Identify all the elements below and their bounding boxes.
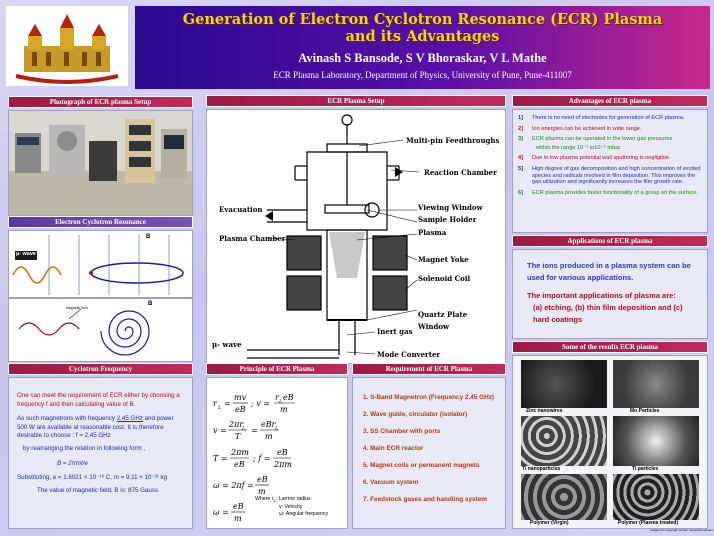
title-line-1: Generation of Electron Cyclotron Resonance (ECR) Plasma — [182, 11, 663, 28]
svg-text:r: r — [275, 393, 279, 402]
title-line-2: and its Advantages — [345, 28, 500, 45]
poster-header — [135, 6, 710, 89]
label-solenoid-coil: Solenoid Coil — [418, 274, 471, 283]
results-panel — [512, 355, 708, 529]
svg-text:eB: eB — [235, 405, 246, 414]
svg-text:v =: v = — [213, 426, 227, 435]
svg-text:2πm: 2πm — [231, 448, 249, 457]
advantage-3b-text: within the range 10⁻² to10⁻⁵ mbar. — [536, 144, 622, 151]
advantage-4-text: Due to low plasma potential wall sputtering is negligible. — [532, 155, 671, 162]
result-label-ti: Ti particles — [632, 466, 659, 472]
advantage-3b — [518, 145, 702, 152]
result-label-polymer-virgin: Polymer (Virgin) — [530, 520, 569, 526]
svg-text:T: T — [235, 432, 241, 441]
cyclotron-formula: B = 2πmf/e — [57, 459, 88, 467]
label-uwave: µ- wave — [212, 340, 242, 349]
requirement-item-3: 3. SS Chamber with ports — [363, 428, 441, 435]
result-image-polymer-virgin — [521, 474, 607, 520]
legend-where: Where r — [255, 496, 274, 502]
advantages-panel — [512, 109, 708, 233]
svg-text:2πr: 2πr — [229, 420, 244, 429]
label-sample-holder: Sample Holder — [418, 215, 477, 224]
svg-text:m: m — [265, 432, 273, 441]
cyclotron-text-3: by rearranging the relation in following form , — [23, 444, 146, 452]
principle-legend — [255, 496, 328, 518]
cyclotron-section-title: Cyclotron Frequency — [8, 363, 193, 375]
legend-angular: ω: Angular frequency — [279, 511, 329, 518]
requirement-item-5: 5. Magnet coils or permanent magnets — [363, 462, 480, 469]
affiliation: ECR Plasma Laboratory, Department of Physics, University of Pune, Pune-411007 — [273, 70, 572, 80]
svg-text:r: r — [213, 399, 217, 408]
svg-text:2πm: 2πm — [274, 460, 292, 469]
principle-section-title: Principle of ECR Plasma — [206, 363, 348, 375]
label-inert-gas: Inert gas — [377, 327, 413, 336]
applications-text-2: The important applications of plasma are: — [527, 291, 676, 300]
label-reaction-chamber: Reaction Chamber — [424, 168, 497, 177]
svg-text:eB: eB — [283, 393, 294, 402]
cyclotron-result: The value of magnetic field, B is: 875 Gauss — [37, 486, 159, 494]
advantage-3-num: 3] — [518, 136, 523, 143]
requirement-item-2: 2. Wave guide, circulator (isolator) — [363, 411, 468, 418]
svg-text:; v =: ; v = — [251, 399, 271, 408]
field-label: Magnetic field — [66, 306, 88, 310]
svg-text:=: = — [251, 426, 258, 435]
applications-text-3: (a) etching, (b) thin film deposition and (c) hard coatings — [533, 303, 683, 324]
svg-text:L: L — [218, 405, 222, 411]
cyclotron-text-2 — [17, 415, 184, 441]
advantage-4 — [518, 155, 702, 162]
resonance-section-title: Electron Cyclotron Resonance — [8, 216, 193, 228]
advantage-2-text: Ion energies can be achieved in wide range. — [532, 125, 642, 132]
cyclotron-text-2c: and power 500 W are available at reasonable cost. It is therefore desirable to choose : f = 2.45 GHz — [17, 415, 174, 440]
result-label-ti-nano: Ti nanoparticles — [522, 466, 561, 472]
resonance-diagram-2 — [8, 298, 193, 362]
svg-text:ω = 2πf =: ω = 2πf = — [213, 481, 254, 490]
svg-text:=: = — [224, 399, 231, 408]
svg-text:L: L — [279, 399, 283, 405]
cyclotron-constants: Substituting, e = 1.6021 × 10⁻¹⁹ C, m = 9.11 × 10⁻³¹ kg — [17, 474, 168, 482]
results-section-title: Some of the results ECR plasma — [512, 341, 708, 353]
advantage-2-num: 2] — [518, 125, 523, 132]
requirement-item-7: 7. Feedstock gases and handling system — [363, 496, 487, 503]
result-image-ti — [613, 416, 699, 466]
photo-setup-image — [8, 110, 193, 216]
advantage-3b-num — [518, 145, 532, 152]
cyclotron-panel — [8, 377, 193, 529]
svg-text:m: m — [280, 405, 288, 414]
result-image-zinc — [521, 360, 607, 408]
legend-larmor: : Larmor radius — [275, 496, 311, 502]
requirement-item-1: 1. S-Band Magnetron (Frequency 2.45 GHz) — [363, 394, 495, 401]
advantage-5 — [518, 166, 702, 186]
svg-text:L: L — [242, 426, 246, 432]
advantage-1-text: There is no need of electrodes for generation of ECR plasma. — [532, 115, 685, 121]
principle-panel — [206, 377, 348, 529]
advantage-6 — [518, 190, 702, 197]
advantage-2 — [518, 126, 702, 133]
advantage-3-text: ECR plasma can be operated in the lower gas pressures — [532, 136, 673, 143]
advantage-5-num: 5] — [518, 165, 523, 172]
result-image-mo — [613, 360, 699, 408]
result-label-polymer-treated: Polymer (Plasma treated) — [618, 520, 679, 526]
advantage-3 — [518, 136, 702, 143]
result-image-polymer-treated — [613, 474, 699, 520]
requirement-panel — [352, 377, 506, 529]
label-magnet-yoke: Magnet Yoke — [418, 255, 469, 264]
requirement-item-4: 4. Main ECR reactor — [363, 445, 424, 452]
applications-panel — [512, 249, 708, 339]
svg-text:m: m — [258, 487, 266, 496]
label-evacuation: Evacuation — [219, 205, 263, 214]
cyclotron-text-2a: As such magnetrons with frequency — [17, 415, 117, 423]
b-label-2: B — [148, 301, 153, 307]
label-window: Window — [418, 322, 450, 331]
cyclotron-text-1: One can meet the requirement of ECR either by choosing a frequency f and then calculating value of B. — [17, 392, 180, 408]
b-label-1: B — [146, 234, 151, 240]
applications-text-1: The ions produced in a plasma system can be used for various applications. — [527, 261, 691, 282]
advantage-1 — [518, 115, 702, 122]
advantage-4-num: 4] — [518, 155, 523, 162]
svg-text:T =: T = — [213, 454, 228, 463]
svg-text:m: m — [234, 514, 242, 523]
photo-section-title: Photograph of ECR plasma Setup — [8, 96, 193, 108]
setup-section-title: ECR Plasma Setup — [206, 95, 506, 107]
result-label-mo: Mo Particles — [630, 408, 660, 414]
legend-sub: L — [273, 498, 276, 504]
label-quartz-plate: Quartz Plate — [418, 310, 468, 319]
svg-text:L: L — [275, 426, 279, 432]
svg-text:mv: mv — [234, 393, 247, 402]
image-credit: Images are copyright of their respective owners — [650, 528, 714, 532]
advantages-section-title: Advantages of ECR plasma — [512, 95, 708, 107]
applications-section-title: Applications of ECR plasma — [512, 235, 708, 247]
svg-text:ω =: ω = — [213, 508, 229, 517]
advantage-1-num: 1] — [518, 115, 523, 121]
label-mode-converter: Mode Converter — [377, 350, 441, 359]
result-image-ti-nano — [521, 416, 607, 466]
authors: Avinash S Bansode, S V Bhoraskar, V L Mathe — [298, 51, 547, 65]
svg-text:eB: eB — [233, 502, 244, 511]
label-plasma-chamber: Plasma Chamber — [219, 234, 286, 243]
svg-text:eB: eB — [277, 448, 288, 457]
svg-text:eB: eB — [234, 460, 245, 469]
requirement-section-title: Requirement of ECR Plasma — [352, 363, 506, 375]
poster-title — [135, 11, 710, 45]
advantage-5-text: High degree of gas decomposition and high concentration of excited species and radicals involved in film deposition. This improves the gas utilization and significantly increases the film growth rate. — [532, 165, 701, 186]
label-viewing-window: Viewing Window — [418, 203, 483, 212]
svg-text:eBr: eBr — [261, 420, 276, 429]
label-feedthroughs: Multi-pin Feedthroughs — [406, 136, 500, 145]
result-label-zinc: Zinc nanowires — [526, 408, 563, 414]
legend-line-1 — [255, 496, 328, 504]
advantage-6-num: 6] — [518, 189, 523, 196]
uwave-label: µ- wave — [16, 251, 36, 257]
label-plasma: Plasma — [418, 228, 447, 237]
svg-text:eB: eB — [257, 475, 268, 484]
advantage-6-text: ECR plasma provides faster functionality of a group on the surface. — [532, 189, 699, 196]
requirement-item-6: 6. Vacuum system — [363, 479, 419, 486]
legend-velocity: v: Velocity — [279, 504, 303, 511]
svg-text:; f =: ; f = — [253, 454, 271, 463]
resonance-diagram-1 — [8, 230, 193, 298]
university-logo — [6, 6, 128, 86]
cyclotron-freq: 2.45 GHz — [116, 415, 143, 423]
